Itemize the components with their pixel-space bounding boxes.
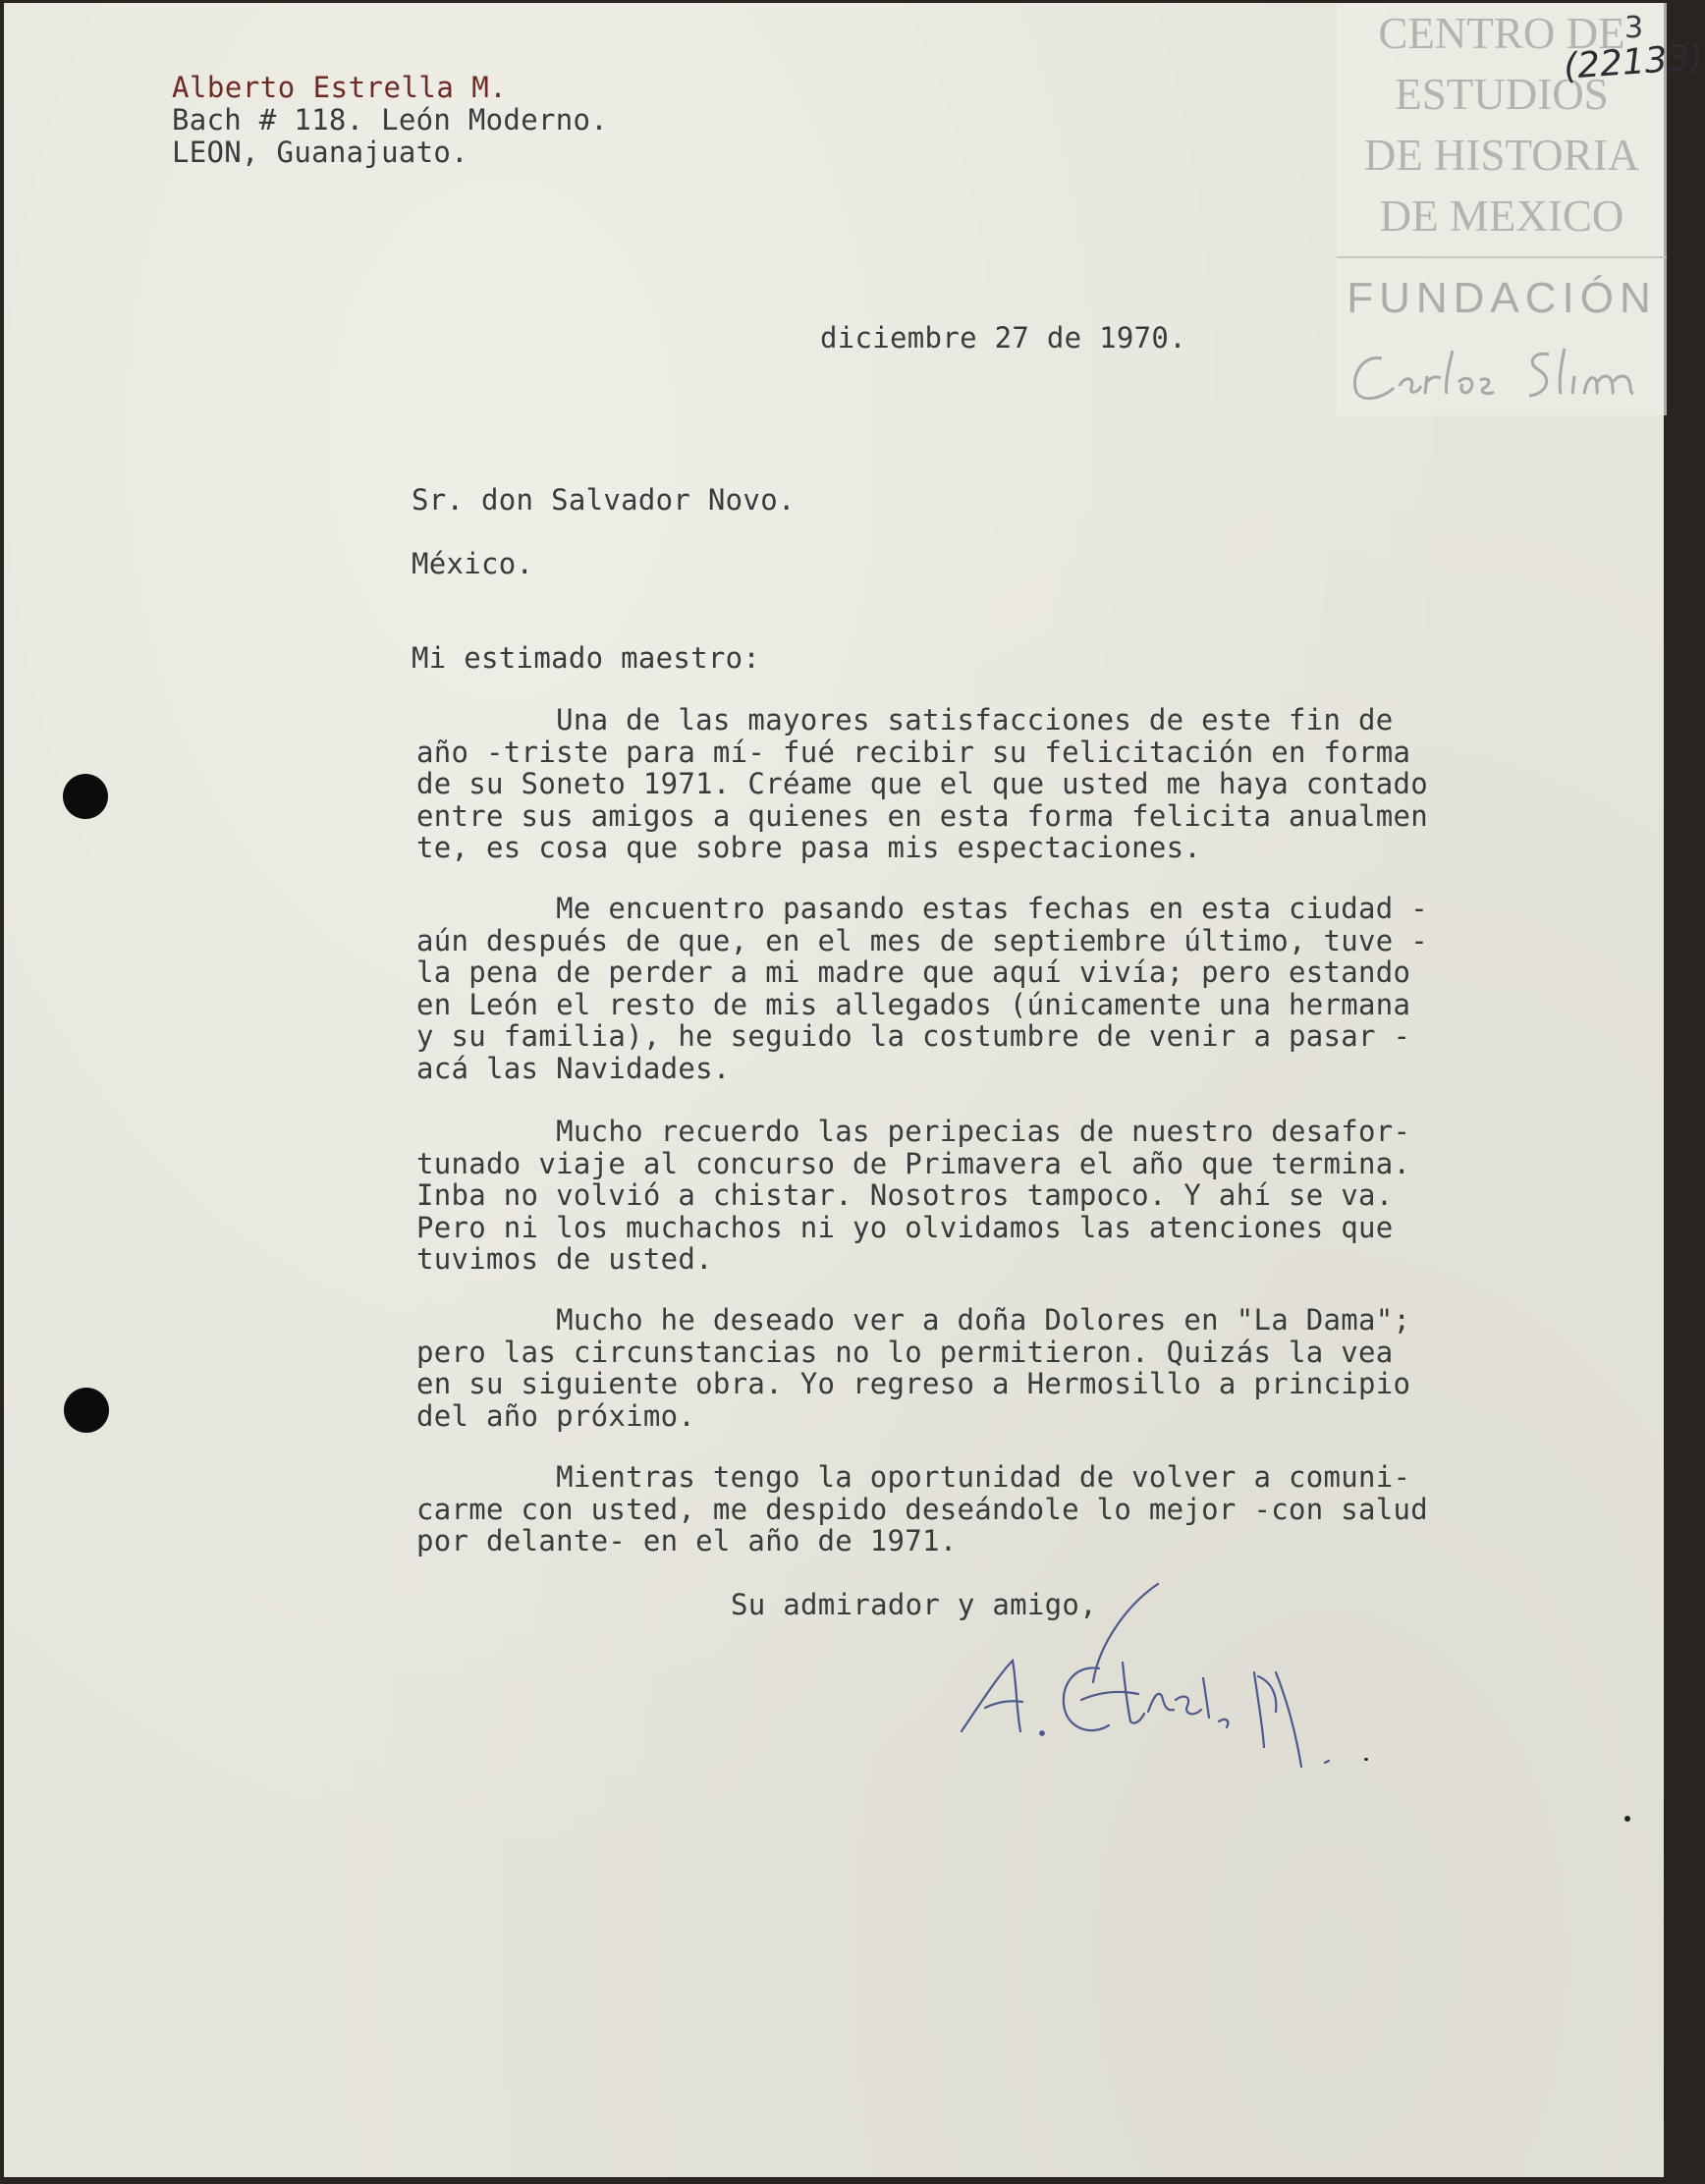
paragraph-line: y su familia), he seguido la costumbre de venir a pasar -: [416, 1019, 1411, 1053]
punch-hole: [63, 774, 108, 819]
closing: Su admirador y amigo,: [731, 1588, 1097, 1621]
recipient-name: Sr. don Salvador Novo.: [412, 483, 796, 517]
paragraph-line: Mientras tengo la oportunidad de volver a comuni-: [416, 1460, 1411, 1494]
paragraph-4: [416, 1304, 1410, 1432]
paragraph-line: te, es cosa que sobre pasa mis espectaciones.: [416, 831, 1202, 864]
paragraph-1: [416, 704, 1428, 864]
paragraph-2: [416, 893, 1428, 1084]
letter-page: [4, 3, 1705, 2177]
salutation: Mi estimado maestro:: [412, 641, 761, 675]
paragraph-line: del año próximo.: [416, 1398, 696, 1433]
stamp-line-1: CENTRO DE: [1378, 9, 1625, 58]
carlos-slim-logo-icon: [1343, 337, 1661, 411]
paragraph-line: Mucho he deseado ver a doña Dolores en "La Dama";: [416, 1303, 1411, 1337]
paragraph-line: Mucho recuerdo las peripecias de nuestro desafor-: [416, 1115, 1411, 1148]
archive-handwritten-number: (22133): [1562, 37, 1705, 87]
paragraph-line: pero las circunstancias no lo permitieron. Quizás la vea: [416, 1335, 1394, 1369]
paragraph-line: acá las Navidades.: [416, 1051, 731, 1085]
ink-speck: [1364, 1758, 1368, 1761]
sender-city: LEON, Guanajuato.: [172, 136, 468, 169]
paragraph-line: entre sus amigos a quienes en esta forma felicita anualmen: [416, 798, 1429, 833]
paragraph-line: tuvimos de usted.: [416, 1242, 713, 1276]
paragraph-line: en León el resto de mis allegados (únicamente una hermana: [416, 987, 1411, 1021]
letter-date: diciembre 27 de 1970.: [820, 321, 1186, 355]
signature-icon: [952, 1574, 1394, 1780]
paragraph-5: [416, 1461, 1428, 1557]
sender-address: Bach # 118. León Moderno.: [172, 103, 608, 136]
recipient-place: México.: [412, 547, 534, 580]
paragraph-line: la pena de perder a mi madre que aquí vivía; pero estando: [416, 956, 1411, 989]
paragraph-line: en su siguiente obra. Yo regreso a Hermosillo a principio: [416, 1367, 1411, 1400]
stamp-divider: [1337, 256, 1667, 258]
paragraph-line: Una de las mayores satisfacciones de este fin de: [416, 703, 1394, 737]
paragraph-line: tunado viaje al concurso de Primavera el año que termina.: [416, 1146, 1411, 1180]
archive-page-number: 3: [1624, 11, 1644, 45]
paragraph-line: por delante- en el año de 1971.: [416, 1524, 958, 1557]
stamp-line-2: ESTUDIOS: [1395, 70, 1609, 119]
signature-text: A. Estrella M.: [952, 1775, 959, 1776]
punch-hole: [64, 1388, 109, 1433]
ink-speck: [1624, 1816, 1630, 1822]
paragraph-line: Inba no volvió a chistar. Nosotros tampoco. Y ahí se va.: [416, 1178, 1394, 1212]
paragraph-line: año -triste para mí- fué recibir su felicitación en forma: [416, 735, 1411, 769]
paragraph-3: [416, 1116, 1410, 1276]
stamp-line-4: DE MEXICO: [1379, 191, 1624, 241]
paragraph-line: carme con usted, me despido deseándole lo mejor -con salud: [416, 1492, 1429, 1526]
stamp-line-3: DE HISTORIA: [1363, 131, 1640, 180]
paragraph-line: de su Soneto 1971. Créame que el que usted me haya contado: [416, 767, 1429, 800]
paragraph-line: aún después de que, en el mes de septiembre último, tuve -: [416, 923, 1429, 957]
paragraph-line: Pero ni los muchachos ni yo olvidamos las atenciones que: [416, 1210, 1394, 1244]
sender-name: Alberto Estrella M.: [172, 71, 508, 104]
paragraph-line: Me encuentro pasando estas fechas en esta ciudad -: [416, 892, 1429, 925]
stamp-fundacion: FUNDACIÓN: [1347, 274, 1657, 322]
